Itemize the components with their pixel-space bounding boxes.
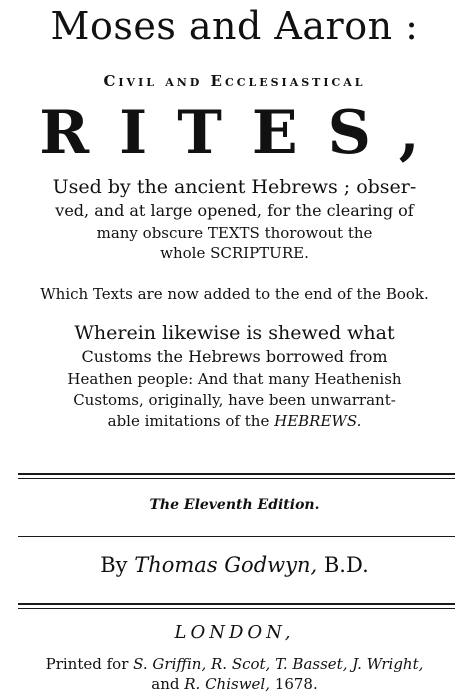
imprint-and: and: [151, 675, 180, 693]
imprint-printer-chiswel: R. Chiswel,: [184, 675, 270, 693]
description-line-2: ved, and at large opened, for the clearing of: [55, 201, 414, 220]
wherein-line-2: Customs the Hebrews borrowed from: [81, 347, 388, 366]
author-prefix: By: [100, 553, 128, 577]
description-line-4: whole SCRIPTURE.: [160, 244, 309, 262]
author-degree: B.D.: [323, 553, 369, 577]
imprint-line-1: [0, 655, 469, 673]
wherein-line-4: Customs, originally, have been unwarrant-: [73, 391, 396, 409]
wherein-line-3: Heathen people: And that many Heathenish: [67, 370, 402, 388]
author-name: Thomas Godwyn,: [134, 553, 318, 577]
description-line-1: Used by the ancient Hebrews ; obser-: [52, 176, 417, 198]
edition-note: The Eleventh Edition.: [149, 497, 320, 513]
divider-rule-thin: [18, 608, 455, 609]
book-subtitle: Civil and Ecclesiastical: [103, 72, 366, 90]
imprint-printers: S. Griffin, R. Scot, T. Basset, J. Wright,: [133, 655, 424, 673]
imprint-place: LONDON,: [174, 622, 295, 643]
author-line: [0, 553, 469, 577]
wherein-line-5: [0, 412, 469, 430]
wherein-line-1: Wherein likewise is shewed what: [74, 322, 395, 344]
divider-rule: [18, 603, 455, 605]
imprint-year: 1678.: [274, 675, 318, 693]
imprint-printed-for: Printed for: [45, 655, 129, 673]
wherein-line-5-hebrews: HEBREWS.: [274, 412, 362, 430]
divider-rule-thin: [18, 478, 455, 479]
texts-note: Which Texts are now added to the end of the Book.: [40, 285, 429, 303]
imprint-line-2: [0, 675, 469, 693]
wherein-line-5-prefix: able imitations of the: [107, 412, 270, 430]
book-title: Moses and Aaron :: [50, 4, 419, 48]
divider-rule: [18, 473, 455, 475]
divider-rule: [18, 536, 455, 537]
description-line-3: many obscure TEXTS thorowout the: [96, 224, 373, 242]
rites-heading: RITES,: [39, 98, 450, 168]
